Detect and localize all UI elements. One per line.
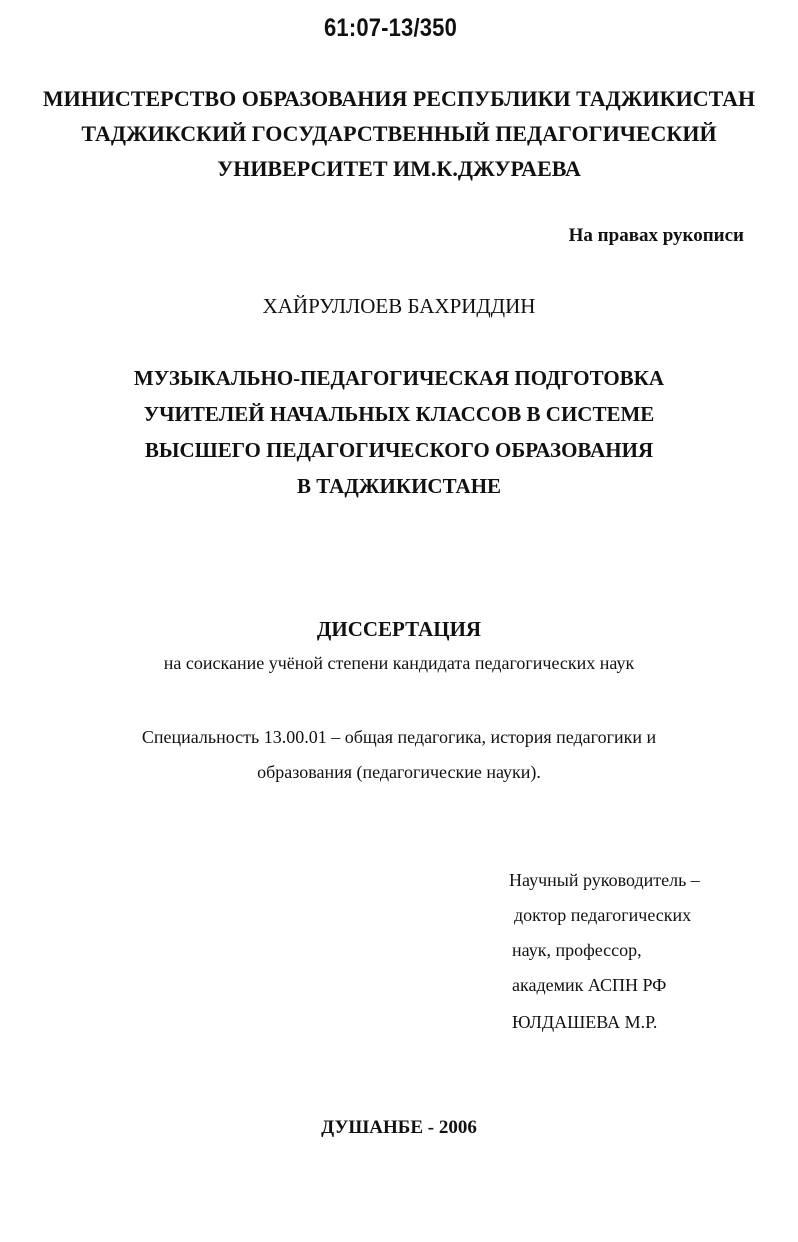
title-line-2: УЧИТЕЛЕЙ НАЧАЛЬНЫХ КЛАССОВ В СИСТЕМЕ xyxy=(143,402,655,426)
title-line-1: МУЗЫКАЛЬНО-ПЕДАГОГИЧЕСКАЯ ПОДГОТОВКА xyxy=(133,366,665,390)
ministry-line-1: МИНИСТЕРСТВО ОБРАЗОВАНИЯ РЕСПУБЛИКИ ТАДЖИКИСТАН xyxy=(42,86,756,111)
supervisor-line-1: Научный руководитель – xyxy=(509,870,700,890)
specialty-line-1: Специальность 13.00.01 – общая педагогика, история педагогики и xyxy=(141,727,657,747)
archive-stamp-code: 61:07-13/350 xyxy=(324,14,458,42)
dissertation-label: ДИССЕРТАЦИЯ xyxy=(316,617,482,641)
university-line-2: УНИВЕРСИТЕТ ИМ.К.ДЖУРАЕВА xyxy=(217,156,581,181)
supervisor-name: ЮЛДАШЕВА М.Р. xyxy=(512,1012,658,1032)
supervisor-line-4: академик АСПН РФ xyxy=(512,975,667,995)
manuscript-rights-note: На правах рукописи xyxy=(568,225,744,246)
supervisor-line-2: доктор педагогических xyxy=(514,905,692,925)
supervisor-line-3: наук, профессор, xyxy=(512,940,642,960)
author-name: ХАЙРУЛЛОЕВ БАХРИДДИН xyxy=(262,294,536,318)
degree-description: на соискание учёной степени кандидата педагогических наук xyxy=(163,653,635,673)
specialty-line-2: образования (педагогические науки). xyxy=(257,762,541,782)
title-line-4: В ТАДЖИКИСТАНЕ xyxy=(296,474,502,498)
university-line-1: ТАДЖИКСКИЙ ГОСУДАРСТВЕННЫЙ ПЕДАГОГИЧЕСКИЙ xyxy=(81,121,717,146)
title-line-3: ВЫСШЕГО ПЕДАГОГИЧЕСКОГО ОБРАЗОВАНИЯ xyxy=(144,438,654,462)
city-year: ДУШАНБЕ - 2006 xyxy=(321,1117,477,1138)
